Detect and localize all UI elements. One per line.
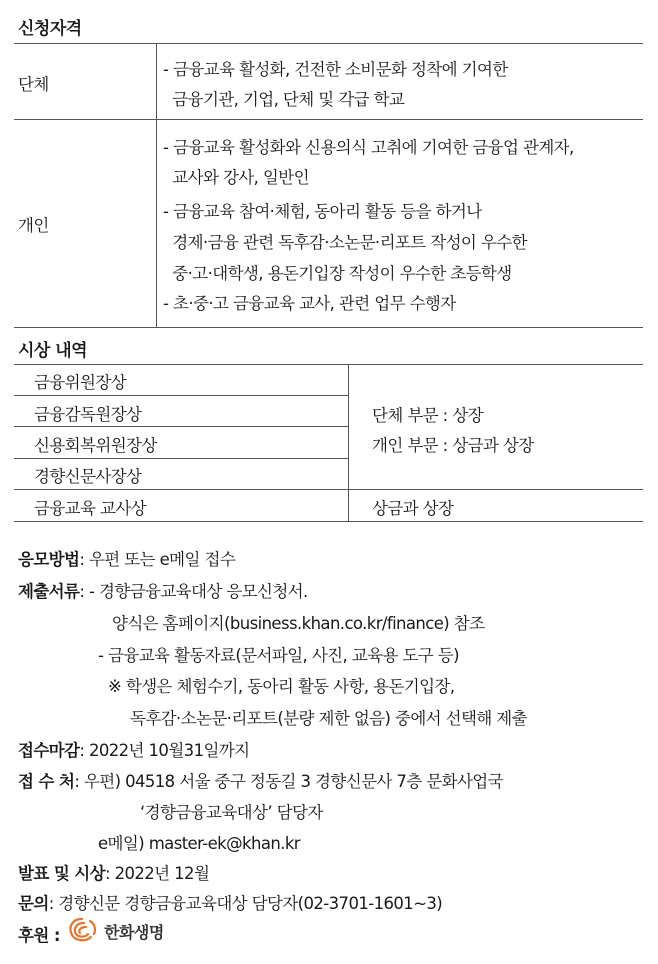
address-label: 접 수 처 — [18, 772, 75, 791]
contact-value: : 경향신문 경향금융교육대상 담당자(02-3701-1601~3) — [48, 894, 443, 913]
deadline-value: : 2022년 10월31일까지 — [79, 741, 250, 760]
awards-border-bottom — [14, 521, 643, 522]
sponsor-label: 후원 : — [18, 926, 60, 945]
group-line-1: - 금융교육 활성화, 건전한 소비문화 정착에 기여한 — [163, 60, 508, 79]
awards-row-divider — [14, 458, 348, 459]
deadline-label: 접수마감 — [18, 741, 80, 760]
method-value: : 우편 또는 e메일 접수 — [79, 550, 236, 569]
table-divider — [14, 119, 643, 120]
eligibility-title: 신청자격 — [18, 19, 82, 39]
table-border-top — [14, 43, 643, 44]
awards-column-divider — [348, 364, 349, 521]
awards-border-top — [14, 364, 643, 365]
individual-line-1: - 금융교육 활성화와 신용의식 고취에 기여한 금융업 관계자, — [163, 138, 574, 157]
method-row — [18, 546, 235, 570]
individual-line-6: - 초·중·고 금융교육 교사, 관련 업무 수행자 — [163, 294, 456, 313]
contact-row — [18, 890, 442, 914]
docs-label: 제출서류 — [18, 582, 80, 601]
award-row: 금융교육 교사상 — [34, 499, 147, 518]
docs-line-3: - 금융교육 활동자료(문서파일, 사진, 교육용 도구 등) — [98, 646, 459, 665]
docs-line-4: ※ 학생은 체험수기, 동아리 활동 사항, 용돈기입장, — [108, 677, 455, 696]
docs-line-2: 양식은 홈페이지(business.khan.co.kr/finance) 참조 — [112, 614, 485, 633]
table-border-bottom — [14, 327, 643, 328]
contact-label: 문의 — [18, 894, 49, 913]
individual-line-4: 경제·금융 관련 독후감·소논문·리포트 작성이 우수한 — [163, 233, 527, 252]
method-label: 응모방법 — [18, 550, 80, 569]
award-row: 경향신문사장상 — [34, 467, 142, 486]
awards-row-divider — [14, 489, 643, 490]
sponsor-name: 한화생명 — [104, 923, 164, 942]
docs-line-1: : - 경향금융교육대상 응모신청서. — [79, 582, 308, 601]
address-line-1: : 우편) 04518 서울 중구 정동길 3 경향신문사 7층 문화사업국 — [74, 772, 503, 791]
individual-line-2: 교사와 강사, 일반인 — [163, 168, 309, 187]
group-label: 단체 — [18, 75, 49, 94]
individual-line-5: 중·고·대학생, 용돈기입장 작성이 우수한 초등학생 — [163, 264, 512, 283]
award-row: 금융감독원장상 — [34, 405, 142, 424]
deadline-row — [18, 737, 250, 761]
award-row: 신용회복위원장상 — [34, 436, 157, 455]
award-row: 금융위원장상 — [34, 373, 127, 392]
group-line-2: 금융기관, 기업, 단체 및 각급 학교 — [163, 90, 405, 109]
announce-value: : 2022년 12월 — [104, 864, 210, 883]
teacher-prize: 상금과 상장 — [372, 499, 454, 518]
individual-prize: 개인 부문 : 상금과 상장 — [372, 436, 534, 455]
group-prize: 단체 부문 : 상장 — [372, 406, 483, 425]
address-line-2: ‘경향금융교육대상’ 담당자 — [140, 803, 323, 822]
individual-line-3: - 금융교육 참여·체험, 동아리 활동 등을 하거나 — [163, 202, 482, 221]
address-row — [18, 768, 503, 792]
individual-label: 개인 — [18, 216, 49, 235]
announce-row — [18, 860, 209, 884]
awards-row-divider — [14, 426, 348, 427]
docs-row — [18, 578, 308, 602]
docs-line-5: 독후감·소논문·리포트(분량 제한 없음) 중에서 선택해 제출 — [130, 709, 527, 728]
announce-label: 발표 및 시상 — [18, 864, 105, 883]
awards-row-divider — [14, 395, 348, 396]
address-line-3: e메일) master-ek@khan.kr — [98, 834, 300, 853]
table-column-divider — [156, 43, 157, 327]
awards-title: 시상 내역 — [18, 341, 88, 361]
hanwha-flame-logo-icon — [64, 915, 100, 945]
